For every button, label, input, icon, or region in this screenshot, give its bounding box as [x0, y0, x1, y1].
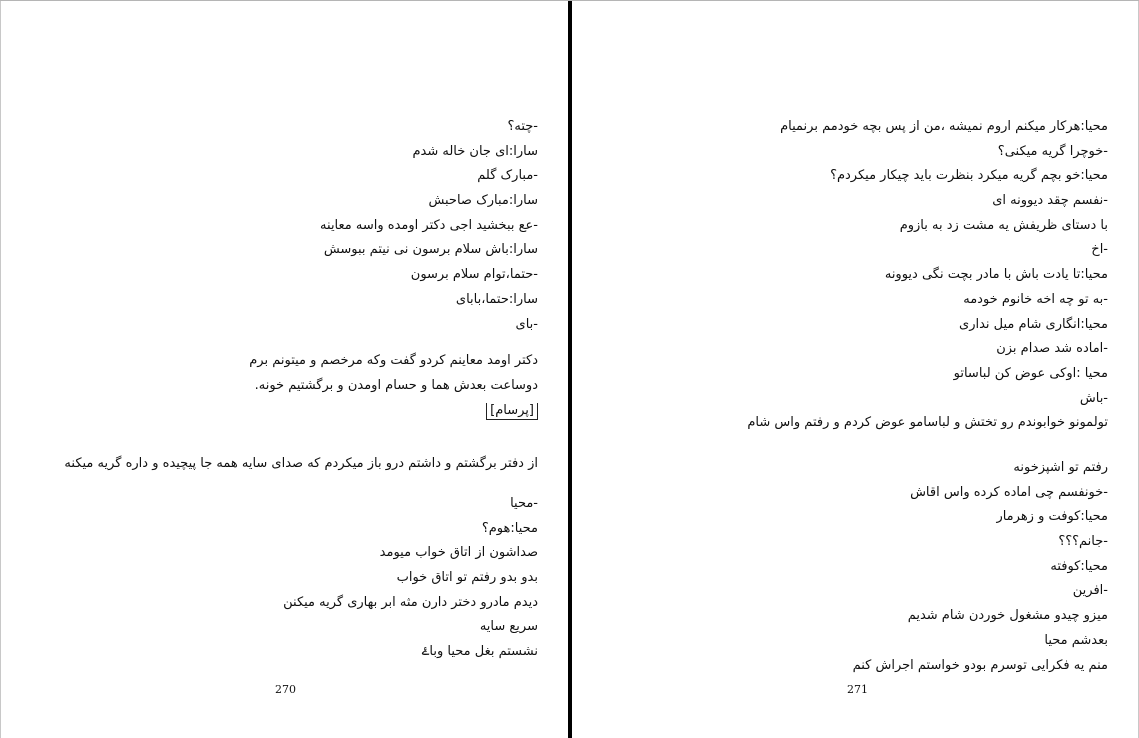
text-line: دکتر اومد معاینم کردو گفت وکه مرخصم و میتونم برم: [249, 353, 538, 369]
text-line: بدو بدو رفتم تو اتاق خواب: [396, 570, 538, 586]
text-line: -خوچرا گریه میکنی؟: [997, 143, 1108, 159]
text-line: تولمونو خوابوندم رو تختش و لباسامو عوض کردم و رفتم واس شام: [747, 415, 1108, 431]
text-line: محیا :اوکی عوض کن لباساتو: [953, 365, 1108, 381]
text-line: با دستای ظریفش یه مشت زد به بازوم: [899, 217, 1108, 233]
text-line: محیا:تا یادت باش با مادر بچت نگی دیوونه: [884, 267, 1108, 283]
page-271-text-bottom: [628, 456, 1108, 678]
text-line: -اماده شد صدام بزن: [996, 341, 1108, 357]
text-line: سارا:باش سلام برسون نی نیتم ببوسش: [323, 242, 538, 258]
text-line: نشستم بغل محیا وباۓ: [421, 644, 538, 660]
text-line: منم یه فکرایی توسرم بودو خواستم اجراش کنم: [852, 657, 1108, 673]
text-line: -عع ببخشید اجی دکتر اومده واسه معاینه: [320, 217, 538, 233]
text-line: -مبارک گلم: [477, 168, 538, 184]
text-line: محیا:هرکار میکنم اروم نمیشه ،من از پس بچه خودمم برنمیام: [780, 119, 1108, 134]
page-271: [573, 1, 1139, 738]
text-line: -محیا: [510, 496, 538, 511]
text-line: -نفسم چقد دیوونه ای: [992, 193, 1108, 209]
page-270-text-top: [68, 115, 538, 423]
text-line: -باش: [1079, 390, 1108, 406]
text-line: محیا:هوم؟: [481, 520, 538, 536]
text-line: محیا:کوفته: [1050, 558, 1108, 574]
text-line-long: از دفتر برگشتم و داشتم درو باز میکردم که صدای سایه همه جا پیچیده و داره گریه میکنه: [64, 456, 538, 471]
text-line: سارا:ای جان خاله شدم: [412, 143, 538, 159]
text-line: دوساعت بعدش هما و حسام اومدن و برگشتیم خونه.: [254, 377, 538, 393]
paragraph-gap: [68, 337, 538, 349]
text-line: -به تو چه اخه خانوم خودمه: [963, 291, 1108, 307]
text-line: میزو چیدو مشغول خوردن شام شدیم: [907, 608, 1108, 624]
page-271-text-top: [628, 115, 1108, 436]
text-line: محیا:کوفت و زهرمار: [996, 509, 1108, 525]
text-line: -بای: [515, 316, 538, 332]
text-line: -جانم؟؟؟: [1058, 534, 1108, 550]
pov-tag-line: [68, 399, 538, 424]
text-line: -خونفسم چی اماده کرده واس اقاش: [910, 484, 1108, 500]
text-line: رفتم تو اشپزخونه: [1013, 460, 1108, 475]
page-270: [0, 1, 568, 738]
book-gutter: [568, 1, 572, 738]
text-line: صداشون از اتاق خواب میومد: [379, 545, 538, 561]
text-line: محیا:خو بچم گریه میکرد بنظرت باید چیکار میکردم؟: [830, 168, 1108, 184]
text-line: -افرین: [1072, 583, 1108, 599]
page-270-text-bottom: [68, 492, 538, 665]
page-number: 271: [847, 683, 868, 696]
text-line: -اخ: [1091, 242, 1108, 258]
text-line: -حتما،توام سلام برسون: [410, 267, 538, 283]
text-line: دیدم مادرو دختر دارن مثه ابر بهاری گریه میکنن: [283, 594, 538, 610]
page-number: 270: [275, 683, 296, 696]
text-line: سارا:مبارک صاحبش: [428, 193, 538, 209]
text-line: سریع سایه: [479, 619, 538, 635]
text-line: -چته؟: [507, 119, 538, 134]
text-line: سارا:حتما،بابای: [455, 291, 538, 307]
pov-tag: [پرسام]: [486, 403, 538, 420]
text-line: محیا:انگاری شام میل نداری: [959, 316, 1108, 332]
text-line: بعدشم محیا: [1044, 632, 1108, 648]
